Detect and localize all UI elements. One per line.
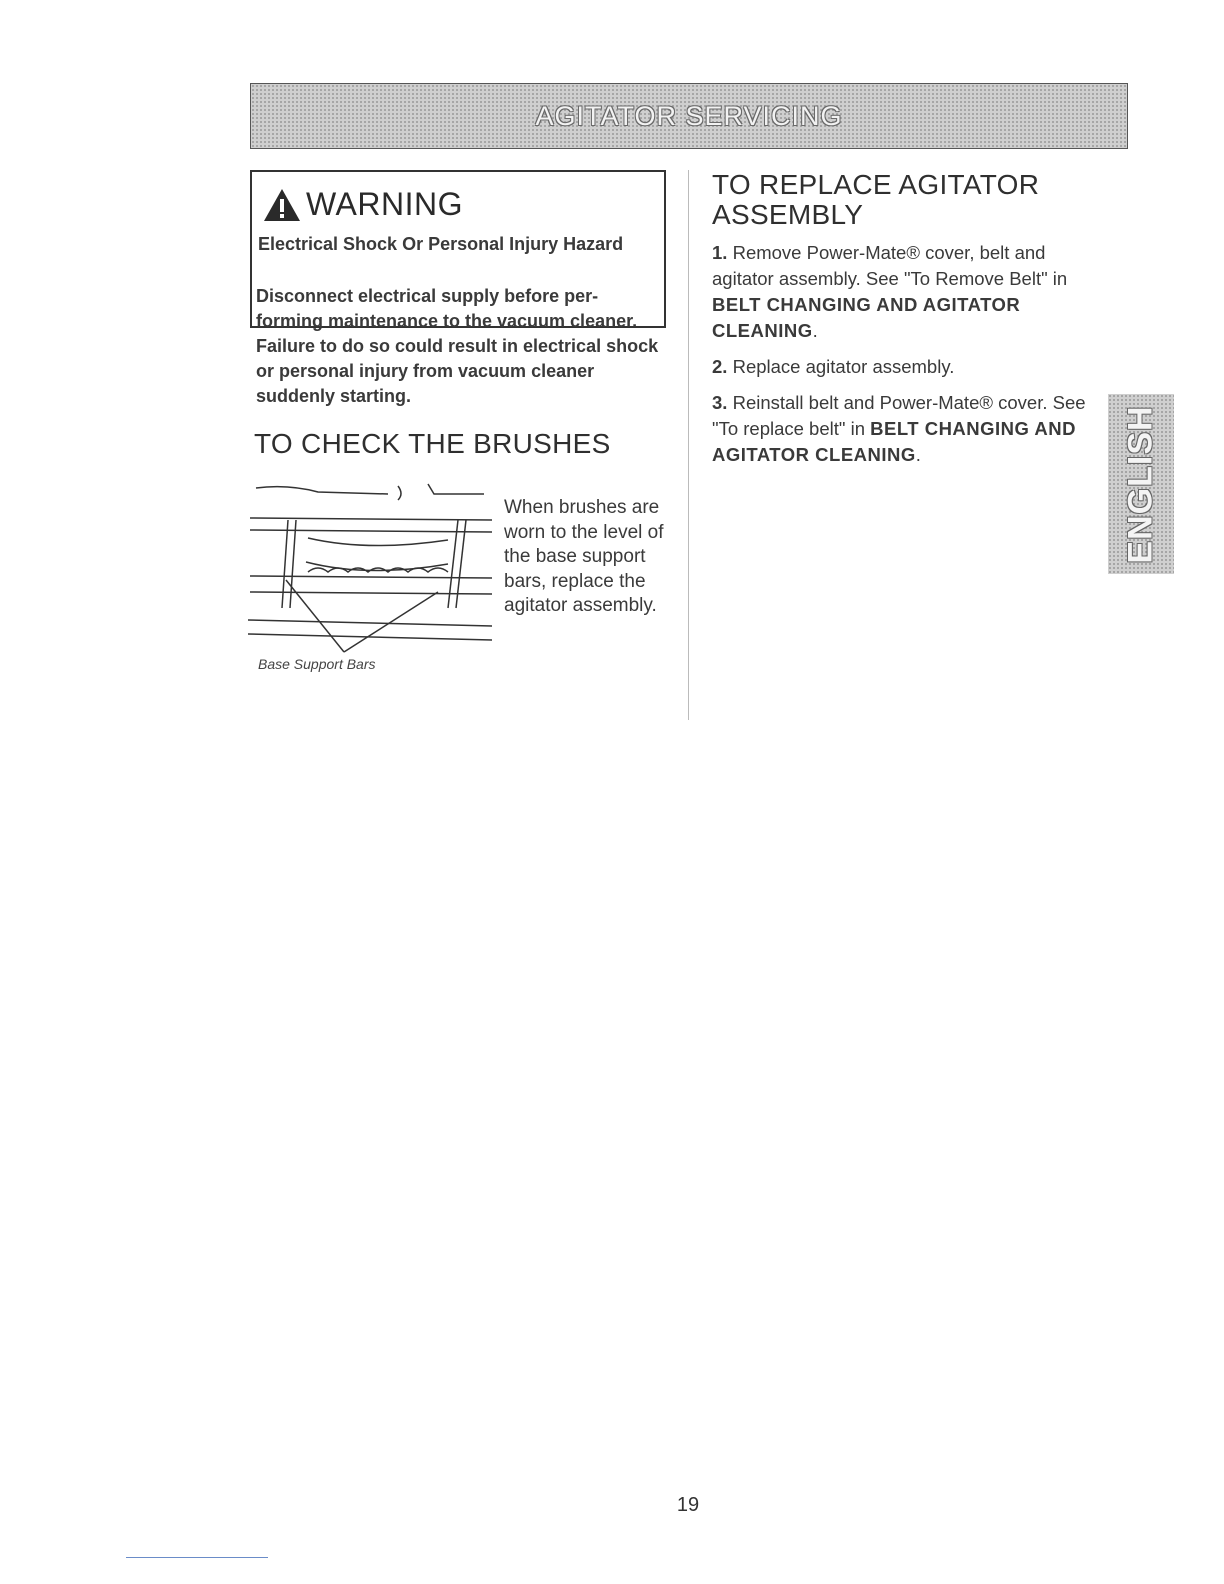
step-reference: BELT CHANGING AND AGITATOR CLEANING: [712, 294, 1021, 341]
page-number: 19: [676, 1494, 700, 1516]
step-text: Replace agitator assembly.: [732, 356, 955, 377]
check-brushes-title: TO CHECK THE BRUSHES: [254, 428, 611, 459]
language-tab: [1108, 394, 1174, 574]
replace-steps-list: [712, 240, 1112, 478]
step-number: 1.: [712, 242, 728, 263]
replace-agitator-title: TO REPLACE AGITATOR ASSEMBLY: [712, 169, 1040, 230]
warning-title: WARNING: [306, 186, 463, 222]
footer-rule: [126, 1557, 268, 1558]
step-text: Remove Power-Mate® cover, belt and agitator assembly. See "To Remove Belt" in: [712, 242, 1068, 289]
step-number: 3.: [712, 392, 728, 413]
column-divider: [688, 170, 689, 720]
step-tail: .: [915, 444, 921, 465]
warning-body-text: Disconnect electrical supply before per-forming maintenance to the vacuum cleaner. Failure to do so could result in electrical shock or personal injury from vacuum cleaner suddenly starting.: [256, 286, 659, 406]
section-banner: [250, 83, 1128, 149]
step-item: [712, 354, 1112, 380]
step-number: 2.: [712, 356, 728, 377]
warning-body: [256, 284, 662, 409]
banner-title: AGITATOR SERVICING: [535, 100, 843, 131]
step-tail: .: [812, 320, 818, 341]
language-tab-label: ENGLISH: [1121, 404, 1160, 564]
step-item: [712, 240, 1112, 344]
step-item: [712, 390, 1112, 468]
figure-caption: Base Support Bars: [258, 656, 376, 672]
warning-subtitle: Electrical Shock Or Personal Injury Hazard: [258, 234, 624, 254]
warning-header: [262, 186, 463, 223]
brush-diagram: [248, 480, 496, 676]
warning-triangle-icon: [262, 187, 302, 223]
step-reference: BELT CHANGING AND AGITATOR CLEANING: [712, 418, 1076, 465]
check-brushes-text: When brushes are worn to the level of the base support bars, replace the agitator assembly.: [504, 497, 664, 616]
step-text: Reinstall belt and Power-Mate® cover. See "To replace belt" in: [712, 392, 1086, 439]
